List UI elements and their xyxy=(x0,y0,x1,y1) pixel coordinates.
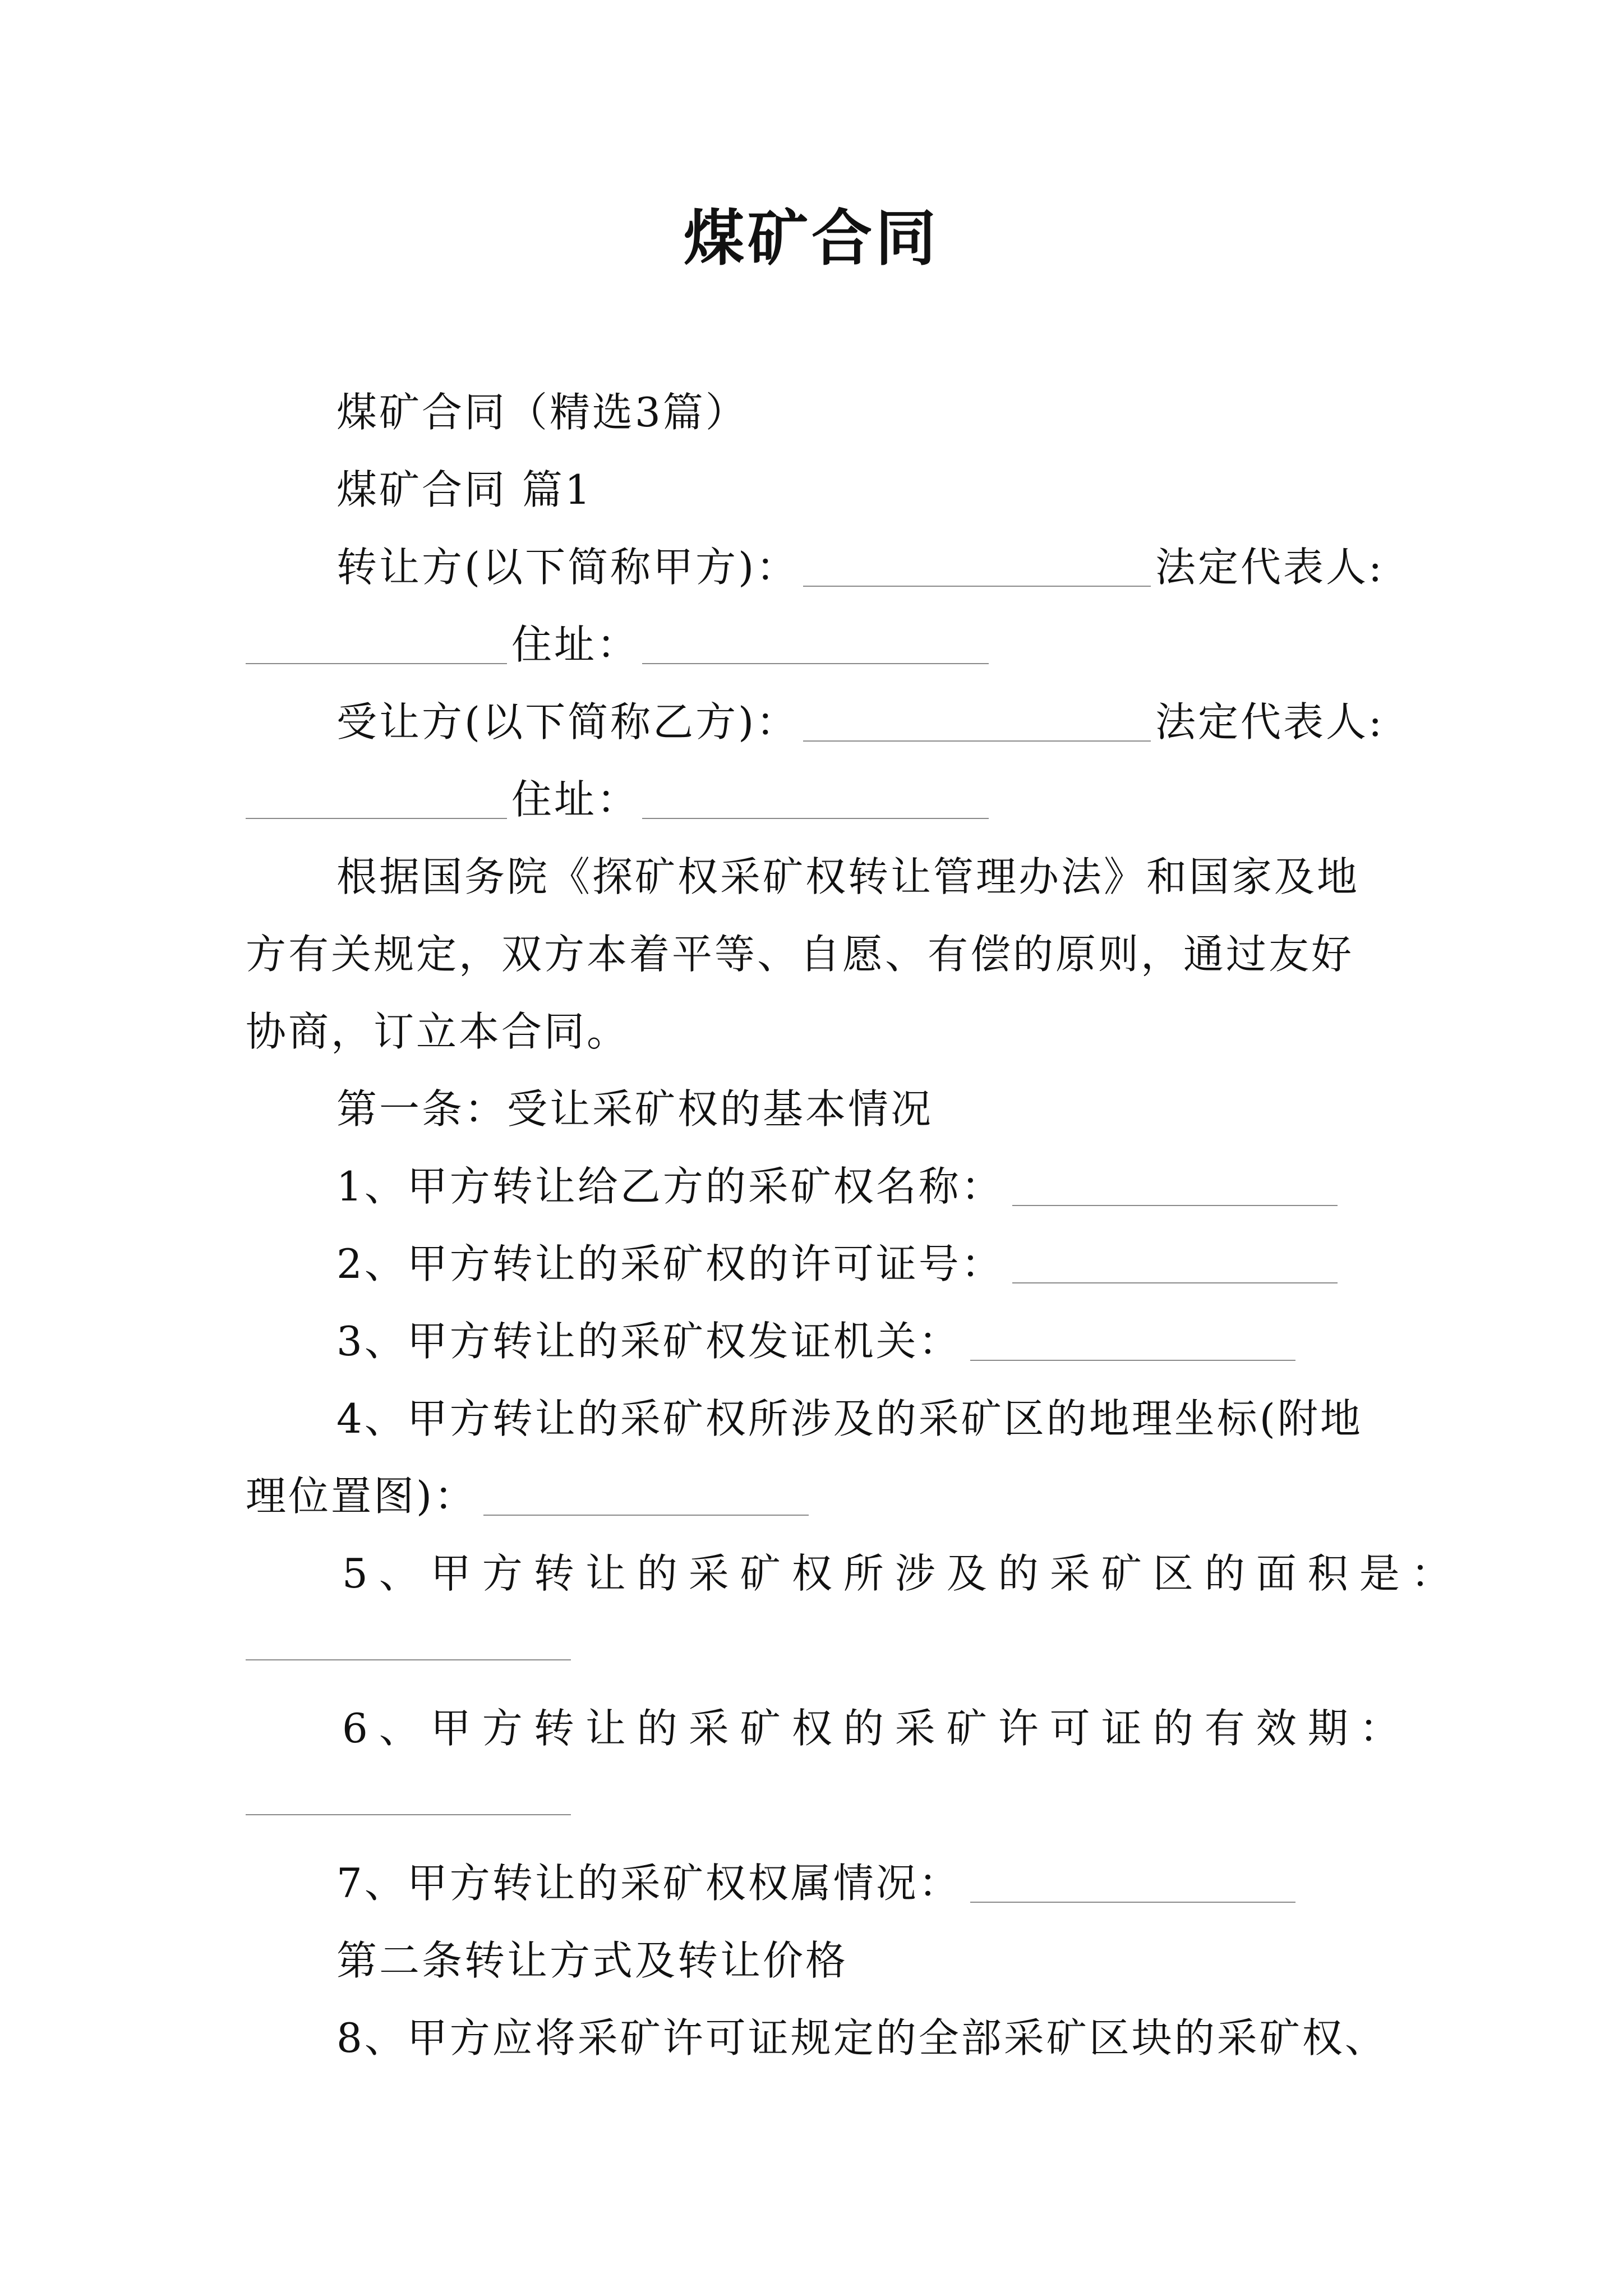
subtitle-line: 煤矿合同（精选3篇） xyxy=(336,389,748,436)
document-title: 煤矿合同 xyxy=(683,203,939,274)
transferee-rep-label: 法定代表人: xyxy=(1155,698,1385,746)
preamble-line-1: 根据国务院《探矿权采矿权转让管理办法》和国家及地 xyxy=(336,853,1360,900)
item-4-line-2: 理位置图)： xyxy=(246,1473,477,1520)
item-2-blank[interactable] xyxy=(1012,1282,1338,1283)
section-heading: 煤矿合同 篇1 xyxy=(336,466,593,513)
item-2: 2、甲方转让的采矿权的许可证号： xyxy=(336,1240,1004,1287)
transferee-blank[interactable] xyxy=(803,740,1151,742)
item-7: 7、甲方转让的采矿权权属情况： xyxy=(336,1860,961,1907)
item-8: 8、甲方应将采矿许可证规定的全部采矿区块的采矿权、 xyxy=(336,2014,1387,2062)
transferee-address-label: 住址： xyxy=(511,776,640,823)
transferor-rep-label: 法定代表人: xyxy=(1155,544,1385,591)
transferor-blank[interactable] xyxy=(803,586,1151,587)
transferee-label: 受让方(以下简称乙方)： xyxy=(336,698,799,746)
preamble-line-3: 协商，订立本合同。 xyxy=(246,1008,630,1055)
item-1: 1、甲方转让给乙方的采矿权名称： xyxy=(336,1163,1004,1210)
transferor-label: 转让方(以下简称甲方)： xyxy=(336,544,799,591)
item-4-blank[interactable] xyxy=(483,1515,809,1516)
item-5-blank[interactable] xyxy=(246,1659,571,1660)
transferee-rep-blank[interactable] xyxy=(246,818,507,819)
item-4-line-1: 4、甲方转让的采矿权所涉及的采矿区的地理坐标(附地 xyxy=(336,1395,1363,1442)
preamble-line-2: 方有关规定，双方本着平等、自愿、有偿的原则，通过友好 xyxy=(246,931,1354,978)
item-6-blank[interactable] xyxy=(246,1814,571,1815)
item-3: 3、甲方转让的采矿权发证机关： xyxy=(336,1318,961,1365)
transferor-address-label: 住址： xyxy=(511,621,640,668)
item-1-blank[interactable] xyxy=(1012,1205,1338,1206)
item-6: 6、甲方转让的采矿权的采矿许可证的有效期： xyxy=(342,1705,1411,1752)
transferor-rep-blank[interactable] xyxy=(246,663,507,664)
item-7-blank[interactable] xyxy=(970,1902,1295,1903)
article-1-heading: 第一条：受让采矿权的基本情况 xyxy=(336,1085,934,1133)
transferor-address-blank[interactable] xyxy=(642,663,989,664)
item-5: 5、甲方转让的采矿权所涉及的采矿区的面积是： xyxy=(342,1550,1463,1597)
article-2-heading: 第二条转让方式及转让价格 xyxy=(336,1937,849,1984)
item-3-blank[interactable] xyxy=(970,1360,1295,1361)
transferee-address-blank[interactable] xyxy=(642,818,989,819)
